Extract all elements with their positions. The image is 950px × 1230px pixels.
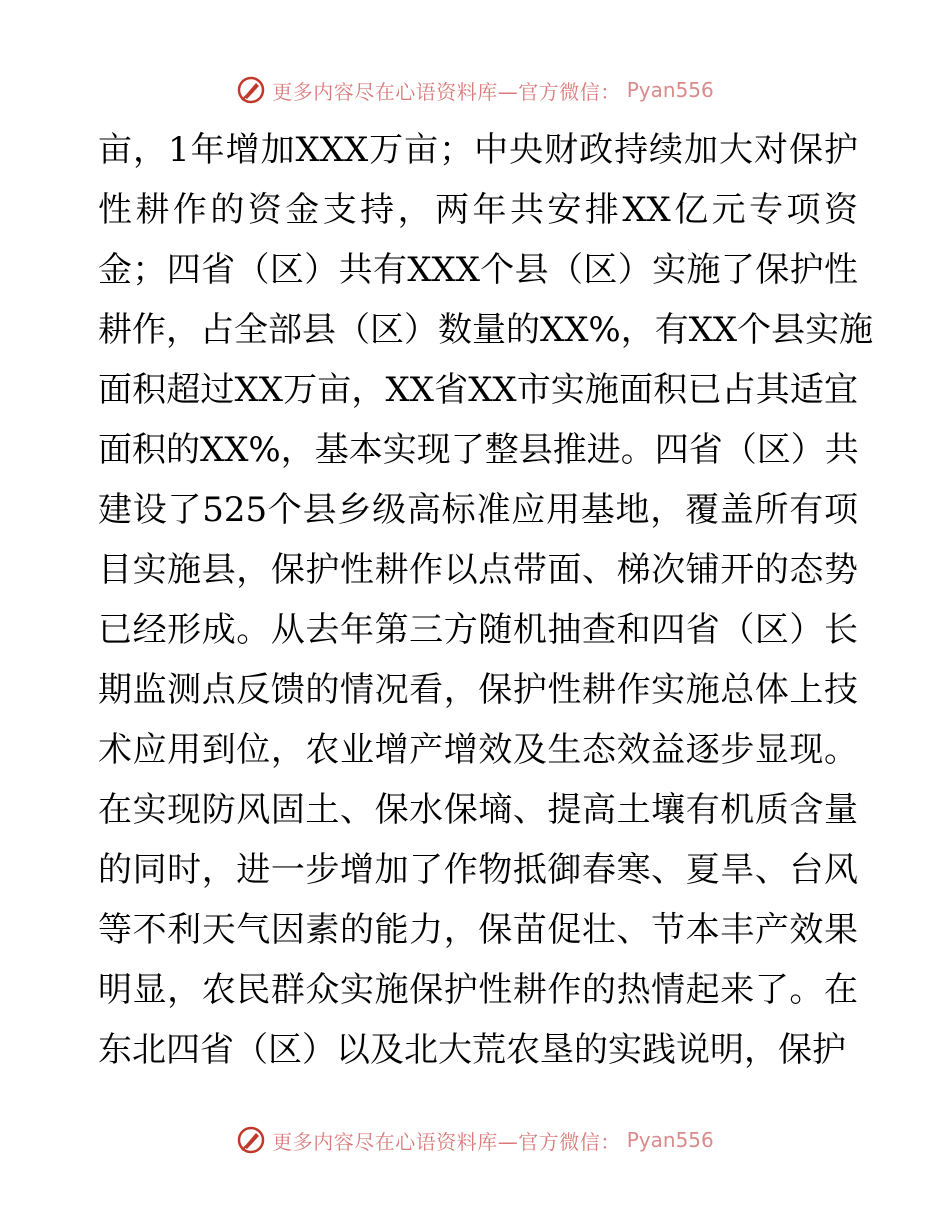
footer-watermark — [0, 1120, 950, 1160]
body-line: 金；四省（区）共有XXX个县（区）实施了保护性 — [98, 250, 858, 290]
body-line: 期监测点反馈的情况看，保护性耕作实施总体上技 — [98, 670, 858, 710]
body-line: 建设了525个县乡级高标准应用基地，覆盖所有项 — [98, 490, 858, 530]
document-body — [98, 120, 874, 1080]
body-line: 已经形成。从去年第三方随机抽查和四省（区）长 — [98, 610, 858, 650]
quill-circle-logo-icon — [236, 1125, 266, 1155]
body-line: 面积的XX%，基本实现了整县推进。四省（区）共 — [98, 430, 859, 470]
body-line: 目实施县，保护性耕作以点带面、梯次铺开的态势 — [98, 550, 858, 590]
body-line: 明显，农民群众实施保护性耕作的热情起来了。在 — [98, 970, 858, 1010]
body-line: 等不利天气因素的能力，保苗促壮、节本丰产效果 — [98, 910, 858, 950]
watermark-text: 更多内容尽在心语资料库—官方微信： — [272, 79, 621, 104]
body-line: 面积超过XX万亩，XX省XX市实施面积已占其适宜 — [98, 370, 858, 410]
body-line: 性耕作的资金支持，两年共安排XX亿元专项资 — [98, 190, 858, 230]
watermark-text: 更多内容尽在心语资料库—官方微信： — [272, 1129, 621, 1154]
body-line: 在实现防风固土、保水保墒、提高土壤有机质含量 — [98, 790, 858, 830]
body-line: 术应用到位，农业增产增效及生态效益逐步显现。 — [98, 730, 858, 770]
body-line: 耕作，占全部县（区）数量的XX%，有XX个县实施 — [98, 310, 874, 350]
body-line: 东北四省（区）以及北大荒农垦的实践说明，保护 — [98, 1030, 846, 1070]
body-line: 的同时，进一步增加了作物抵御春寒、夏旱、台风 — [98, 850, 858, 890]
body-line: 亩，1年增加XXX万亩；中央财政持续加大对保护 — [98, 130, 858, 170]
quill-circle-logo-icon — [236, 75, 266, 105]
header-watermark — [0, 70, 950, 110]
watermark-wechat-id: Pyan556 — [626, 78, 714, 102]
watermark-wechat-id: Pyan556 — [626, 1128, 714, 1152]
